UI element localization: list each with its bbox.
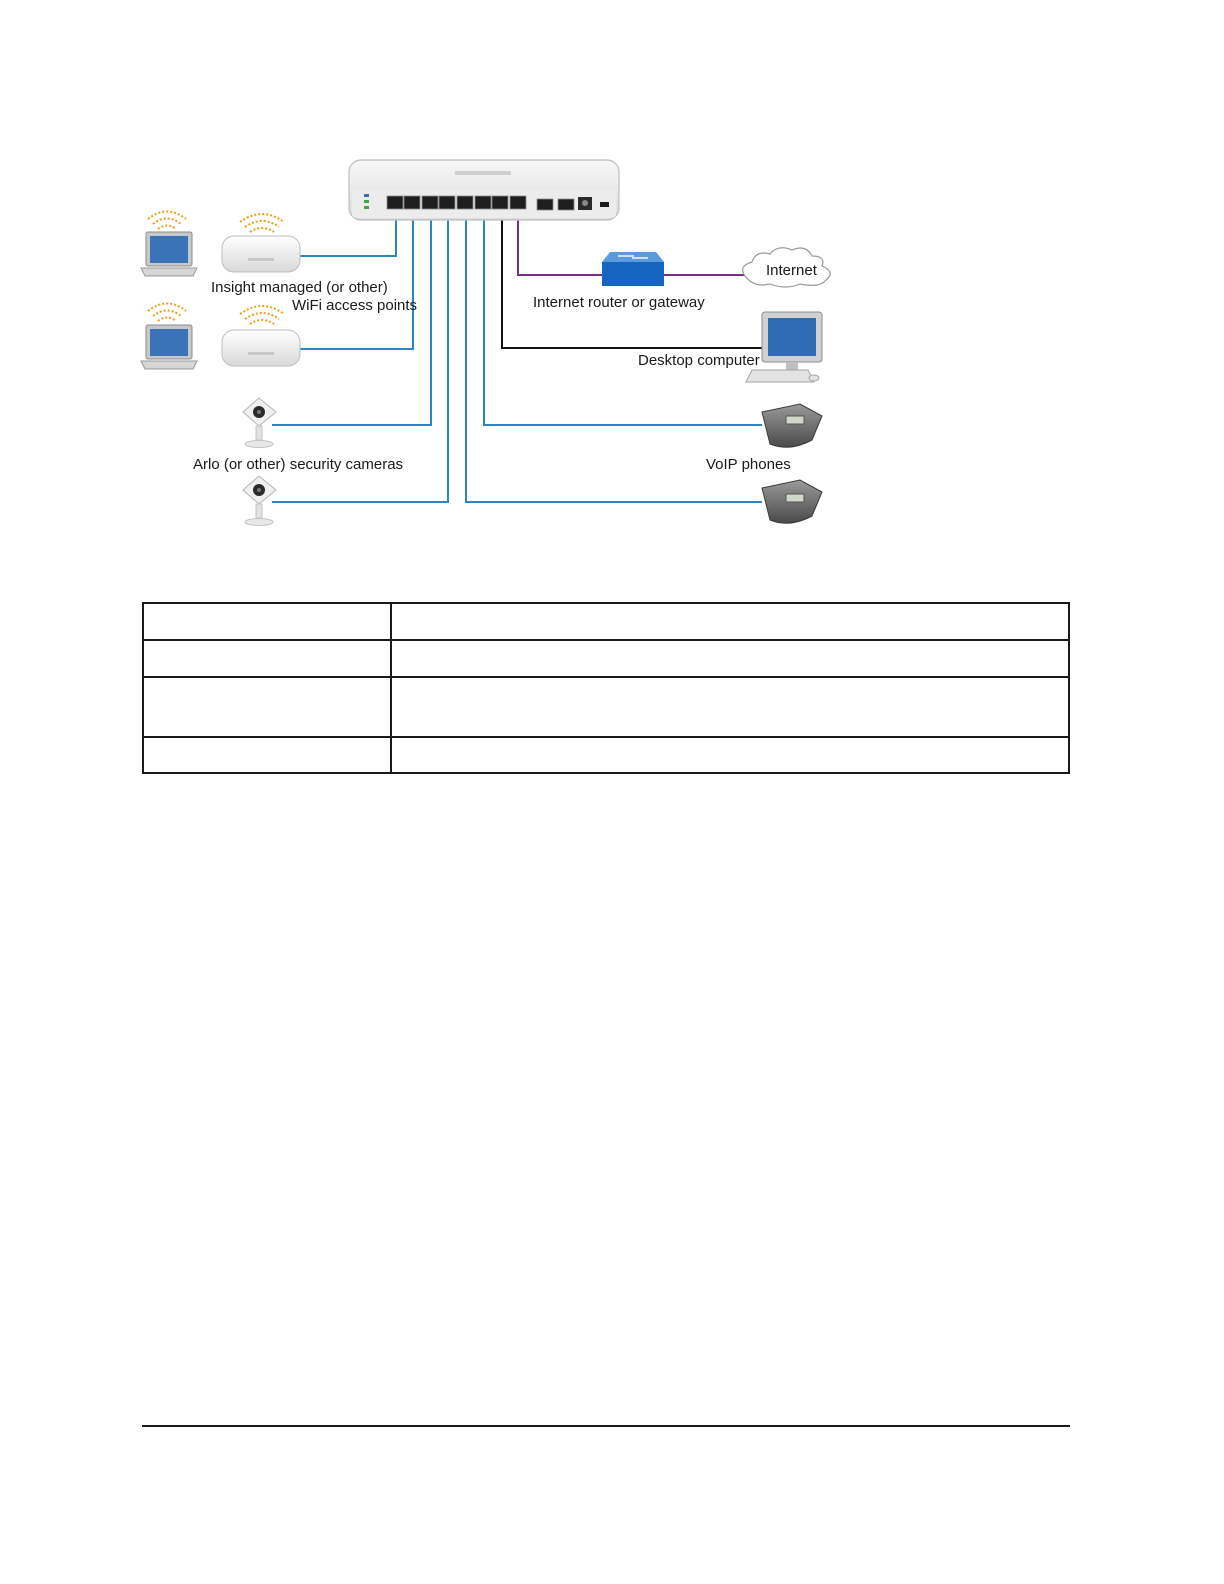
network-diagram (0, 0, 1224, 560)
table-cell (143, 737, 391, 773)
laptop-icon (141, 212, 197, 277)
table-cell (143, 640, 391, 677)
table-cell (391, 640, 1069, 677)
access-points-label-line1: Insight managed (or other) (211, 279, 388, 296)
voip-label: VoIP phones (706, 456, 791, 473)
cable-voip-1 (484, 205, 762, 425)
access-points-label-line2: WiFi access points (292, 297, 418, 314)
spec-table (142, 602, 1070, 774)
table-cell (143, 603, 391, 640)
footer-rule (142, 1425, 1070, 1427)
voip-phone-icon (762, 480, 822, 523)
table-cell (391, 677, 1069, 737)
camera-icon (243, 476, 276, 526)
table-row (143, 677, 1069, 737)
table-row (143, 640, 1069, 677)
access-point-icon (222, 306, 300, 366)
cable-camera-1 (272, 205, 431, 425)
laptop-icon (141, 304, 197, 370)
table-cell (391, 603, 1069, 640)
table-cell (391, 737, 1069, 773)
switch-icon (349, 160, 619, 220)
router-icon (602, 252, 664, 286)
table-row (143, 603, 1069, 640)
camera-icon (243, 398, 276, 448)
internet-label: Internet (766, 262, 817, 279)
desktop-label: Desktop computer (638, 352, 760, 369)
table-row (143, 737, 1069, 773)
access-point-icon (222, 214, 300, 272)
cameras-label: Arlo (or other) security cameras (193, 456, 404, 473)
table-cell (143, 677, 391, 737)
router-label: Internet router or gateway (533, 294, 705, 311)
voip-phone-icon (762, 404, 822, 447)
